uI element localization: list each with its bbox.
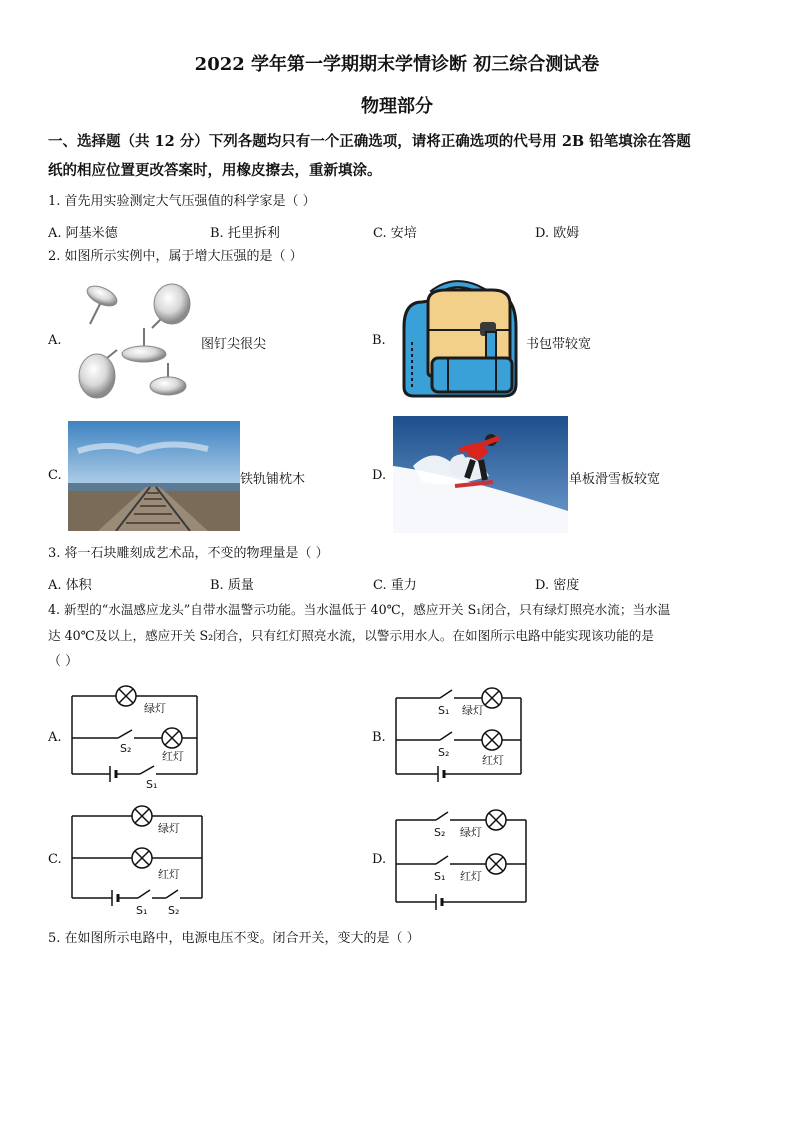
circuit-b-green-label: 绿灯 [462,704,484,717]
q4-b-letter: B. [372,730,386,745]
q2-c-letter: C. [48,468,62,483]
circuit-d-red-label: 红灯 [460,870,482,883]
switch-s2-icon [166,890,178,898]
q2-a-caption: 图钉尖很尖 [201,337,267,352]
backpack-image [392,272,526,400]
q3-option-a: A. 体积 [48,578,92,593]
switch-s2-icon [118,730,132,738]
q2-c-caption: 铁轨铺枕木 [240,472,306,487]
q3-option-b: B. 质量 [210,578,254,593]
q2-b-letter: B. [372,333,386,348]
page-subtitle: 物理部分 [361,96,433,117]
circuit-c-s2-label: S₂ [168,904,180,917]
snowboarder-image [393,416,568,533]
switch-s1-icon [440,690,452,698]
circuit-b-s2-label: S₂ [438,746,450,759]
circuit-b-red-label: 红灯 [482,754,504,767]
q4-line1: 4. 新型的“水温感应龙头”自带水温警示功能。当水温低于 40℃，感应开关 S₁闭合，只有绿灯照亮水流；当水温 [48,602,671,617]
q4-c-letter: C. [48,852,62,867]
circuit-a-red-label: 红灯 [162,750,184,763]
circuit-b-s1-label: S₁ [438,704,450,717]
circuit-d-s1-label: S₁ [434,870,446,883]
q3-stem: 3. 将一石块雕刻成艺术品，不变的物理量是（ ） [48,546,329,561]
q2-a-letter: A. [48,333,62,348]
switch-s1-icon [140,766,154,774]
switch-s2-icon [436,812,448,820]
q4-d-letter: D. [372,852,387,867]
circuit-a-s1-label: S₁ [146,778,158,791]
circuit-a-diagram [62,682,212,792]
q1-option-c: C. 安培 [373,226,417,241]
q4-line3: （ ） [48,654,79,669]
circuit-a-s2-label: S₂ [120,742,132,755]
q4-a-letter: A. [48,730,62,745]
q3-option-d: D. 密度 [535,578,580,593]
q2-d-letter: D. [372,468,387,483]
q1-option-a: A. 阿基米德 [48,226,118,241]
q5-stem: 5. 在如图所示电路中，电源电压不变。闭合开关，变大的是（ ） [48,931,420,946]
circuit-b-diagram [386,682,536,792]
section-heading-line1: 一、选择题（共 12 分）下列各题均只有一个正确选项，请将正确选项的代号用 2B 铅笔填涂在答题 [48,133,691,150]
circuit-d-s2-label: S₂ [434,826,446,839]
q1-option-b: B. 托里拆利 [210,226,280,241]
circuit-c-s1-label: S₁ [136,904,148,917]
circuit-c-red-label: 红灯 [158,868,180,881]
q4-line2: 达 40℃及以上，感应开关 S₂闭合，只有红灯照亮水流，以警示用水人。在如图所示电路中能实现该功能的是 [48,628,654,643]
circuit-a-green-label: 绿灯 [144,702,166,715]
circuit-d-diagram [386,806,536,918]
q2-b-caption: 书包带较宽 [526,337,592,352]
circuit-d-green-label: 绿灯 [460,826,482,839]
q1-stem: 1. 首先用实验测定大气压强值的科学家是（ ） [48,194,316,209]
q1-option-d: D. 欧姆 [535,226,580,241]
circuit-c-diagram [62,802,212,920]
thumbtacks-image [72,278,197,403]
q2-d-caption: 单板滑雪板较宽 [569,472,661,487]
circuit-c-green-label: 绿灯 [158,822,180,835]
q3-option-c: C. 重力 [373,578,417,593]
switch-s1-icon [138,890,150,898]
page-title: 2022 学年第一学期期末学情诊断 初三综合测试卷 [194,54,600,75]
switch-s1-icon [436,856,448,864]
section-heading-line2: 纸的相应位置更改答案时，用橡皮擦去，重新填涂。 [48,162,382,179]
railway-image [68,421,240,531]
q2-stem: 2. 如图所示实例中，属于增大压强的是（ ） [48,249,303,264]
switch-s2-icon [440,732,452,740]
